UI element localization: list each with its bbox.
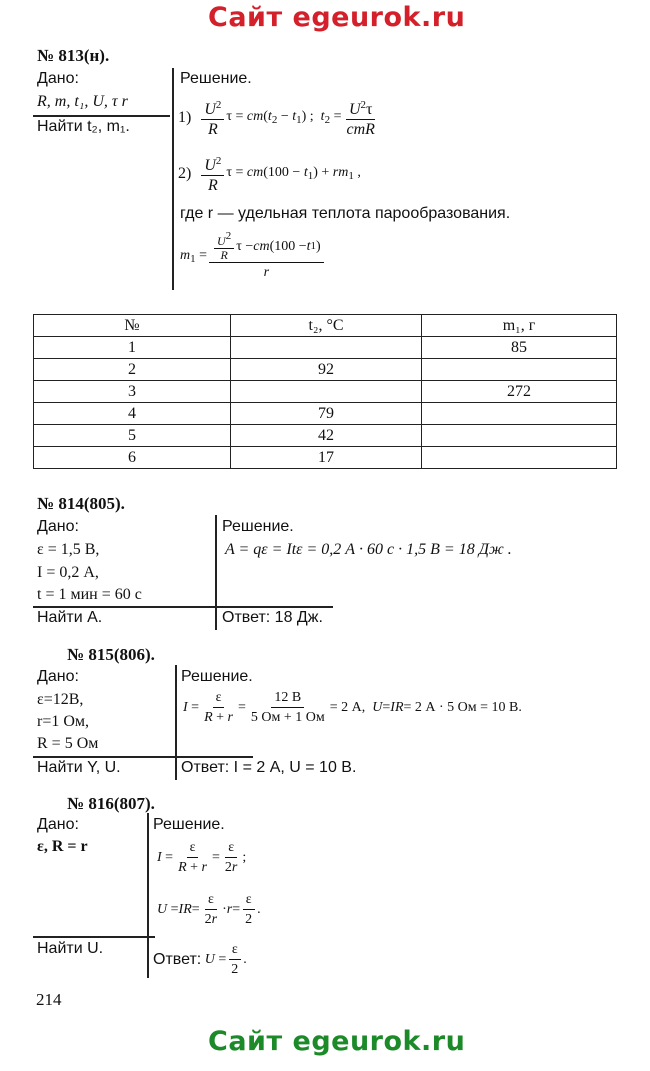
- problem-816-find: Найти U.: [37, 940, 104, 957]
- problem-815-given-line: r=1 Ом,: [37, 713, 90, 730]
- table-header-row: [34, 315, 617, 337]
- problem-815-given-divider: [33, 756, 253, 758]
- table-cell: 1: [34, 337, 231, 359]
- table-cell: 85: [422, 337, 617, 359]
- problem-813-note: где r — удельная теплота парообразования.: [180, 205, 511, 222]
- problem-813-eq2-label: 2): [178, 164, 192, 182]
- table-cell: 6: [34, 447, 231, 469]
- problem-813-equation-2: 2) $\frac{U^2}{R}$ $\tau = cm(100 - t_1) + rm_1$ ,: [178, 152, 361, 195]
- problem-816-given-line: ε, R = r: [37, 838, 88, 855]
- problem-815-number: № 815(806).: [67, 645, 155, 664]
- problem-814-solution: A = qε = Itε = 0,2 А · 60 с · 1,5 В = 18 Дж .: [225, 541, 512, 558]
- problem-814-solution-label: Решение.: [222, 518, 294, 535]
- table-header-cell: №: [34, 315, 231, 337]
- problem-815-solution: I = $\frac{\varepsilon}{R + r}$ = $\frac{12 В}{5 Ом + 1 Ом}$ = 2 А, U = IR = 2 А · 5 Ом = 10 В.: [183, 690, 522, 725]
- problem-816-number: № 816(807).: [67, 794, 155, 813]
- problem-813-given-label: Дано:: [37, 70, 79, 87]
- problem-816-given-divider: [33, 936, 155, 938]
- table-cell: [422, 403, 617, 425]
- problem-814-given-line: ε = 1,5 В,: [37, 541, 100, 558]
- table-row: [34, 403, 617, 425]
- table-cell: 17: [231, 447, 422, 469]
- table-cell: 92: [231, 359, 422, 381]
- problem-816-equation-1: I = $\frac{\varepsilon}{R + r}$ = $\frac{\varepsilon}{2r}$ ;: [157, 840, 247, 875]
- problem-816-given-label: Дано:: [37, 816, 79, 833]
- problem-813-find: Найти t₂, m₁.: [37, 118, 130, 135]
- problem-815-find: Найти Y, U.: [37, 759, 121, 776]
- problem-814-number: № 814(805).: [37, 494, 125, 513]
- problem-814-given-divider: [33, 606, 333, 608]
- problem-813-equation-3: $m_1$ = $\frac{U^2}{R}$ τ − cm (100 − t 1 ) r: [180, 230, 326, 282]
- table-cell: [422, 447, 617, 469]
- table-cell: 5: [34, 425, 231, 447]
- table-row: [34, 359, 617, 381]
- problem-815-given-label: Дано:: [37, 668, 79, 685]
- site-header: Сайт egeurok.ru: [208, 2, 466, 33]
- problem-816-answer: Ответ: U = $\frac{\varepsilon}{2}$ .: [153, 942, 247, 977]
- problem-813-equation-1: 1) $\frac{U^2}{R}$ $\tau = cm(t_2 - t_1)$ ; $t_2$ = $\frac{U^2\tau}{\text{cmR}}$: [178, 96, 380, 139]
- table-cell: [231, 337, 422, 359]
- table-cell: [422, 359, 617, 381]
- problem-814-given-label: Дано:: [37, 518, 79, 535]
- problem-815-answer: Ответ: I = 2 А, U = 10 В.: [181, 759, 357, 776]
- problem-813-table: [33, 314, 617, 469]
- problem-816-equation-2: U = IR = $\frac{\varepsilon}{2r}$ · r = $\frac{\varepsilon}{2}$ .: [157, 892, 261, 927]
- problem-813-given-vars: R, m, t₁, U, τ r: [37, 93, 128, 110]
- table-cell: 272: [422, 381, 617, 403]
- table-cell: 42: [231, 425, 422, 447]
- table-row: [34, 425, 617, 447]
- table-row: [34, 447, 617, 469]
- table-row: [34, 381, 617, 403]
- problem-813-number: № 813(н).: [37, 46, 110, 65]
- problem-814-vertical-divider: [215, 515, 217, 630]
- problem-813-solution-label: Решение.: [180, 70, 252, 87]
- problem-816-answer-prefix: Ответ:: [153, 950, 202, 968]
- problem-814-answer: Ответ: 18 Дж.: [222, 609, 323, 626]
- table-cell: [231, 381, 422, 403]
- problem-815-given-line: ε=12В,: [37, 691, 84, 708]
- table-cell: 79: [231, 403, 422, 425]
- problem-813-eq1-label: 1): [178, 108, 192, 126]
- problem-815-given-line: R = 5 Ом: [37, 735, 99, 752]
- problem-814-find: Найти A.: [37, 609, 103, 626]
- problem-814-given-line: t = 1 мин = 60 с: [37, 586, 142, 603]
- problem-813-vertical-divider: [172, 68, 174, 290]
- problem-816-solution-label: Решение.: [153, 816, 225, 833]
- problem-815-vertical-divider: [175, 665, 177, 780]
- site-footer: Сайт egeurok.ru: [208, 1026, 466, 1057]
- table-header-cell: m₁, г: [422, 315, 617, 337]
- table-cell: 4: [34, 403, 231, 425]
- problem-815-solution-label: Решение.: [181, 668, 253, 685]
- problem-814-given-line: I = 0,2 А,: [37, 564, 99, 581]
- table-row: [34, 337, 617, 359]
- table-cell: 2: [34, 359, 231, 381]
- table-cell: [422, 425, 617, 447]
- table-cell: 3: [34, 381, 231, 403]
- problem-816-vertical-divider: [147, 813, 149, 978]
- problem-813-given-divider: [33, 115, 170, 117]
- page-number: 214: [36, 990, 62, 1009]
- table-header-cell: t₂, °C: [231, 315, 422, 337]
